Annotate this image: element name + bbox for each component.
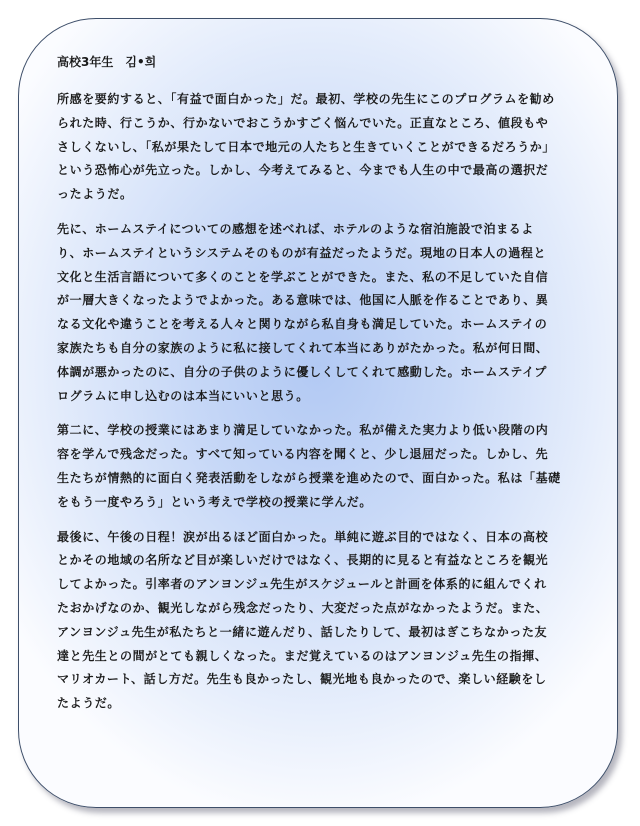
text-line: られた時、行こうか、行かないでおこうかすごく悩んでいた。正直なところ、値段もや: [57, 115, 549, 130]
text-line: 文化と生活言語について多くのことを学ぶことができた。また、私の不足していた自信: [57, 269, 549, 284]
text-line: をもう一度やろう」という考えで学校の授業に学んだ。: [57, 494, 373, 509]
text-line: 家族たちも自分の家族のように私に接してくれて本当にありがたかった。私が何日間、: [57, 340, 549, 355]
text-line: 体調が悪かったのに、自分の子供のように優しくしてくれて感動した。ホームステイプ: [57, 364, 547, 379]
paragraph-classes: [57, 419, 587, 514]
text-line: が一層大きくなったようでよかった。ある意味では、他国に人脈を作ることであり、異: [57, 293, 549, 308]
text-line: アンヨンジュ先生が私たちと一緒に遊んだり、話したりして、最初はぎこちなかった友: [57, 624, 548, 639]
text-line: たようだ。: [57, 696, 121, 711]
essay-content: [57, 53, 587, 727]
text-line: 先に、ホームステイについての感想を述べれば、ホテルのような宿泊施設で泊まるよ: [57, 221, 534, 236]
text-line: たおかげなのか、観光しながら残念だったり、大変だった点がなかったようだ。また、: [57, 600, 549, 615]
text-line: マリオカート、話し方だ。先生も良かったし、観光地も良かったので、楽しい経験をし: [57, 672, 547, 687]
text-line: 容を学んで残念だった。すべて知っている内容を聞くと、少し退屈だった。しかし、先: [57, 447, 549, 462]
paragraph-homestay: [57, 218, 587, 408]
text-line: 第二に、学校の授業にはあまり満足していなかった。私が備えた実力より低い段階の内: [57, 423, 549, 438]
text-line: り、ホームステイというシステムそのものが有益だったようだ。現地の日本人の過程と: [57, 245, 547, 260]
paragraph-summary: [57, 88, 587, 207]
essay-card: [18, 18, 618, 808]
text-line: 所感を要約すると、「有益で面白かった」だ。最初、学校の先生にこのプログラムを勧め: [57, 92, 555, 106]
text-line: 生たちが情熱的に面白く発表活動をしながら授業を進めたので、面白かった。私は「基礎: [57, 470, 561, 485]
text-line: さしくないし、「私が果たして日本で地元の人たちと生きていくことができるだろうか」: [57, 139, 556, 154]
author-heading: 高校3年生 김•희: [57, 55, 157, 69]
text-line: 達と先生との間がとても親しくなった。まだ覚えているのはアンヨンジュ先生の指揮、: [57, 648, 548, 663]
text-line: ったようだ。: [57, 187, 133, 202]
text-line: 最後に、午後の日程！涙が出るほど面白かった。単純に遊ぶ目的ではなく、日本の高校: [57, 529, 549, 544]
text-line: してよかった。引率者のアンヨンジュ先生がスケジュールと計画を体系的に組んでくれ: [57, 577, 547, 592]
paragraph-afternoon: [57, 526, 587, 716]
text-line: という恐怖心が先立った。しかし、今考えてみると、今までも人生の中で最高の選択だ: [57, 163, 549, 178]
text-line: ログラムに申し込むのは本当にいいと思う。: [57, 388, 309, 403]
text-line: とかその地域の名所など目が楽しいだけではなく、長期的に見ると有益なところを観光: [57, 553, 549, 568]
text-line: なる文化や違うことを考える人々と関りながら私自身も満足していた。ホームステイの: [57, 317, 548, 332]
